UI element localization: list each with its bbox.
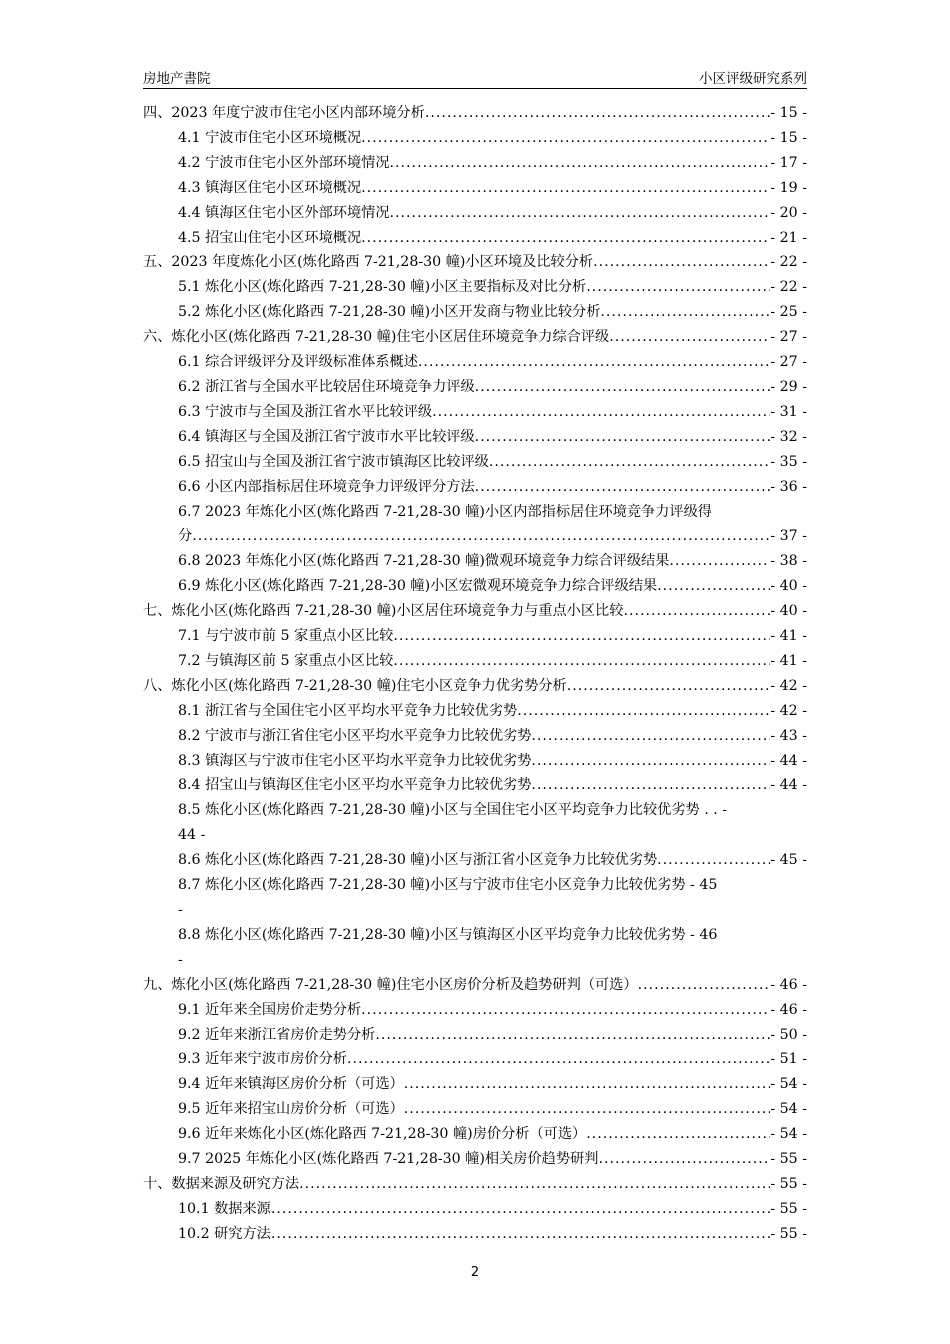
toc-entry-title: 8.5 炼化小区(炼化路西 7-21,28-30 幢)小区与全国住宅小区平均竞争力比较优劣势 . . -	[178, 802, 728, 819]
toc-entry[interactable]	[143, 1122, 807, 1147]
toc-entry[interactable]	[143, 1023, 807, 1048]
toc-entry-title: 10.2 研究方法	[178, 1225, 271, 1242]
dot-leader	[390, 201, 771, 226]
toc-entry-title: 6.2 浙江省与全国水平比较居住环境竞争力评级	[178, 378, 475, 395]
toc-entry[interactable]	[143, 400, 807, 425]
toc-entry[interactable]	[143, 923, 807, 973]
toc-entry-page: - 40 -	[770, 603, 807, 620]
toc-entry-page: - 55 -	[770, 1225, 807, 1242]
dot-leader	[531, 724, 770, 749]
toc-entry-title: 6.6 小区内部指标居住环境竞争力评级评分方法	[178, 478, 475, 495]
dot-leader	[531, 773, 770, 798]
toc-entry-page: - 15 -	[770, 105, 807, 121]
dot-leader	[586, 275, 770, 300]
page-number: 2	[470, 1265, 480, 1280]
dot-leader	[192, 524, 770, 549]
toc-entry-title: 六、炼化小区(炼化路西 7-21,28-30 幢)住宅小区居住环境竞争力综合评级	[143, 329, 610, 346]
dot-leader	[404, 1072, 771, 1097]
dot-leader	[600, 300, 770, 325]
toc-entry[interactable]	[143, 599, 807, 624]
dot-leader	[475, 475, 771, 500]
toc-entry[interactable]	[143, 500, 807, 550]
toc-entry-title: 8.6 炼化小区(炼化路西 7-21,28-30 幢)小区与浙江省小区竞争力比较优劣势	[178, 852, 658, 869]
toc-entry-page: - 46 -	[770, 1001, 807, 1018]
dot-leader	[657, 574, 770, 599]
toc-entry[interactable]	[143, 848, 807, 873]
dot-leader	[598, 1147, 770, 1172]
page-header	[143, 66, 807, 89]
dot-leader	[375, 1023, 770, 1048]
toc-entry-title: 6.7 2023 年炼化小区(炼化路西 7-21,28-30 幢)小区内部指标居住环境竞争力评级得	[178, 503, 712, 520]
toc-entry[interactable]	[143, 226, 807, 251]
toc-entry[interactable]	[143, 1097, 807, 1122]
dot-leader	[271, 1222, 770, 1247]
toc-entry-title: 8.4 招宝山与镇海区住宅小区平均水平竞争力比较优劣势	[178, 777, 532, 794]
toc-entry-title: 4.2 宁波市住宅小区外部环境情况	[178, 154, 390, 171]
toc-entry-title: 四、2023 年度宁波市住宅小区内部环境分析	[143, 105, 425, 121]
toc-entry[interactable]	[143, 549, 807, 574]
toc-entry-page: - 44 -	[770, 752, 807, 769]
toc-entry-page: - 29 -	[770, 378, 807, 395]
toc-entry-title: 4.5 招宝山住宅小区环境概况	[178, 229, 362, 246]
toc-entry-title: 七、炼化小区(炼化路西 7-21,28-30 幢)小区居住环境竞争力与重点小区比较	[143, 603, 624, 620]
toc-entry-title: 9.2 近年来浙江省房价走势分析	[178, 1026, 376, 1043]
toc-entry-page: - 54 -	[770, 1126, 807, 1143]
toc-entry[interactable]	[143, 101, 807, 126]
toc-entry[interactable]	[143, 1047, 807, 1072]
dot-leader	[393, 649, 770, 674]
toc-entry-page: - 15 -	[770, 129, 807, 146]
dot-leader	[425, 101, 771, 126]
dot-leader	[489, 450, 771, 475]
table-of-contents	[143, 101, 807, 1247]
toc-entry-page: - 55 -	[770, 1200, 807, 1217]
toc-entry-title: 10.1 数据来源	[178, 1200, 271, 1217]
dot-leader	[623, 599, 770, 624]
toc-entry-page: - 54 -	[770, 1101, 807, 1118]
dot-leader	[638, 973, 771, 998]
toc-entry-page: -	[178, 902, 183, 918]
dot-leader	[475, 425, 771, 450]
toc-entry-title: 十、数据来源及研究方法	[143, 1175, 300, 1192]
toc-entry-page: - 45 -	[770, 852, 807, 869]
toc-entry-title: 6.9 炼化小区(炼化路西 7-21,28-30 幢)小区宏微观环境竞争力综合评级结果	[178, 578, 658, 595]
toc-entry[interactable]	[143, 375, 807, 400]
toc-entry-page: - 42 -	[770, 677, 807, 694]
dot-leader	[393, 624, 770, 649]
dot-leader	[567, 674, 771, 699]
dot-leader	[475, 375, 771, 400]
toc-entry-page: - 35 -	[770, 453, 807, 470]
toc-entry-title: 五、2023 年度炼化小区(炼化路西 7-21,28-30 幢)小区环境及比较分析	[143, 254, 594, 271]
toc-entry-page: - 21 -	[770, 229, 807, 246]
dot-leader	[361, 126, 770, 151]
toc-entry-page: - 27 -	[770, 354, 807, 371]
toc-entry[interactable]	[143, 151, 807, 176]
toc-entry-title: 8.8 炼化小区(炼化路西 7-21,28-30 幢)小区与镇海区小区平均竞争力比较优劣势 - 46	[178, 926, 718, 943]
toc-entry-title: 6.8 2023 年炼化小区(炼化路西 7-21,28-30 幢)微观环境竞争力综合评级结果	[178, 553, 670, 570]
toc-entry-page: - 22 -	[770, 279, 807, 296]
header-series-title: 小区评级研究系列	[699, 71, 807, 87]
dot-leader	[609, 325, 770, 350]
toc-entry-title: 8.1 浙江省与全国住宅小区平均水平竞争力比较优劣势	[178, 702, 518, 719]
toc-entry-page: - 55 -	[770, 1175, 807, 1192]
toc-entry-page: -	[178, 951, 183, 968]
toc-entry-page: - 41 -	[770, 628, 807, 645]
toc-entry[interactable]	[143, 450, 807, 475]
toc-entry[interactable]	[143, 1222, 807, 1247]
dot-leader	[361, 176, 770, 201]
toc-entry[interactable]	[143, 699, 807, 724]
toc-entry[interactable]	[143, 998, 807, 1023]
toc-entry[interactable]	[143, 873, 807, 923]
toc-entry-page: - 27 -	[770, 329, 807, 346]
toc-entry-page: - 32 -	[770, 428, 807, 445]
toc-entry-page: - 55 -	[770, 1151, 807, 1168]
toc-entry[interactable]	[143, 973, 807, 998]
toc-entry-title: 8.3 镇海区与宁波市住宅小区平均水平竞争力比较优劣势	[178, 752, 532, 769]
toc-entry[interactable]	[143, 126, 807, 151]
dot-leader	[517, 699, 770, 724]
toc-entry[interactable]	[143, 250, 807, 275]
toc-entry-title: 9.6 近年来炼化小区(炼化路西 7-21,28-30 幢)房价分析（可选）	[178, 1126, 587, 1143]
toc-entry[interactable]	[143, 749, 807, 774]
toc-entry[interactable]	[143, 724, 807, 749]
toc-entry[interactable]	[143, 350, 807, 375]
toc-entry-page: - 20 -	[770, 204, 807, 221]
toc-entry[interactable]	[143, 1197, 807, 1222]
toc-entry-title: 6.1 综合评级评分及评级标准体系概述	[178, 354, 418, 371]
toc-entry-title: 九、炼化小区(炼化路西 7-21,28-30 幢)住宅小区房价分析及趋势研判（可选）	[143, 976, 638, 993]
toc-entry-title: 8.7 炼化小区(炼化路西 7-21,28-30 幢)小区与宁波市住宅小区竞争力比较优劣势 - 45	[178, 877, 718, 894]
toc-entry[interactable]	[143, 1172, 807, 1197]
dot-leader	[299, 1172, 770, 1197]
toc-entry-title: 5.1 炼化小区(炼化路西 7-21,28-30 幢)小区主要指标及对比分析	[178, 279, 587, 296]
toc-entry-page: 44 -	[178, 827, 206, 844]
toc-entry-title: 9.7 2025 年炼化小区(炼化路西 7-21,28-30 幢)相关房价趋势研判	[178, 1151, 599, 1168]
toc-entry-page: - 37 -	[770, 528, 807, 545]
toc-entry[interactable]	[143, 798, 807, 848]
toc-entry-page: - 38 -	[770, 553, 807, 570]
dot-leader	[669, 549, 770, 574]
dot-leader	[418, 350, 770, 375]
dot-leader	[361, 998, 770, 1023]
toc-entry-page: - 42 -	[770, 702, 807, 719]
toc-entry-page: - 19 -	[770, 179, 807, 196]
toc-entry[interactable]	[143, 649, 807, 674]
toc-entry-title: 9.5 近年来招宝山房价分析（可选）	[178, 1101, 404, 1118]
header-publisher: 房地产書院	[143, 71, 211, 87]
toc-entry[interactable]	[143, 176, 807, 201]
toc-entry-title: 4.3 镇海区住宅小区环境概况	[178, 179, 362, 196]
dot-leader	[593, 250, 770, 275]
toc-entry[interactable]	[143, 773, 807, 798]
toc-entry[interactable]	[143, 201, 807, 226]
toc-entry-page: - 46 -	[770, 976, 807, 993]
toc-entry[interactable]	[143, 275, 807, 300]
toc-entry-title: 5.2 炼化小区(炼化路西 7-21,28-30 幢)小区开发商与物业比较分析	[178, 304, 601, 321]
toc-entry[interactable]	[143, 475, 807, 500]
dot-leader	[390, 151, 771, 176]
dot-leader	[347, 1047, 770, 1072]
dot-leader	[404, 1097, 771, 1122]
dot-leader	[531, 749, 770, 774]
toc-entry-title: 6.5 招宝山与全国及浙江省宁波市镇海区比较评级	[178, 453, 489, 470]
toc-entry-page: - 31 -	[770, 403, 807, 420]
toc-entry[interactable]	[143, 1147, 807, 1172]
toc-entry-page: - 17 -	[770, 154, 807, 171]
toc-entry-page: - 36 -	[770, 478, 807, 495]
toc-entry-page: - 22 -	[770, 254, 807, 271]
dot-leader	[586, 1122, 770, 1147]
toc-entry-page: - 44 -	[770, 777, 807, 794]
toc-entry-title: 八、炼化小区(炼化路西 7-21,28-30 幢)住宅小区竞争力优劣势分析	[143, 677, 567, 694]
toc-entry-title: 4.1 宁波市住宅小区环境概况	[178, 129, 362, 146]
toc-entry-title: 7.1 与宁波市前 5 家重点小区比较	[178, 628, 394, 645]
dot-leader	[657, 848, 770, 873]
toc-entry-page: - 41 -	[770, 652, 807, 669]
toc-entry-title: 分	[178, 528, 193, 545]
toc-entry[interactable]	[143, 325, 807, 350]
toc-entry-page: - 43 -	[770, 727, 807, 744]
dot-leader	[271, 1197, 770, 1222]
toc-entry[interactable]	[143, 574, 807, 599]
toc-entry-page: - 40 -	[770, 578, 807, 595]
toc-entry[interactable]	[143, 425, 807, 450]
dot-leader	[432, 400, 770, 425]
toc-entry-page: - 25 -	[770, 304, 807, 321]
toc-entry-title: 4.4 镇海区住宅小区外部环境情况	[178, 204, 390, 221]
toc-entry[interactable]	[143, 1072, 807, 1097]
toc-entry-title: 6.4 镇海区与全国及浙江省宁波市水平比较评级	[178, 428, 475, 445]
toc-entry-page: - 51 -	[770, 1051, 807, 1068]
toc-entry[interactable]	[143, 300, 807, 325]
toc-entry[interactable]	[143, 674, 807, 699]
toc-entry[interactable]	[143, 624, 807, 649]
toc-entry-title: 6.3 宁波市与全国及浙江省水平比较评级	[178, 403, 433, 420]
toc-entry-title: 9.3 近年来宁波市房价分析	[178, 1051, 347, 1068]
toc-entry-page: - 54 -	[770, 1076, 807, 1093]
toc-entry-title: 9.1 近年来全国房价走势分析	[178, 1001, 362, 1018]
toc-entry-page: - 50 -	[770, 1026, 807, 1043]
dot-leader	[361, 226, 770, 251]
toc-entry-title: 7.2 与镇海区前 5 家重点小区比较	[178, 652, 394, 669]
toc-entry-title: 9.4 近年来镇海区房价分析（可选）	[178, 1076, 404, 1093]
toc-entry-title: 8.2 宁波市与浙江省住宅小区平均水平竞争力比较优劣势	[178, 727, 532, 744]
